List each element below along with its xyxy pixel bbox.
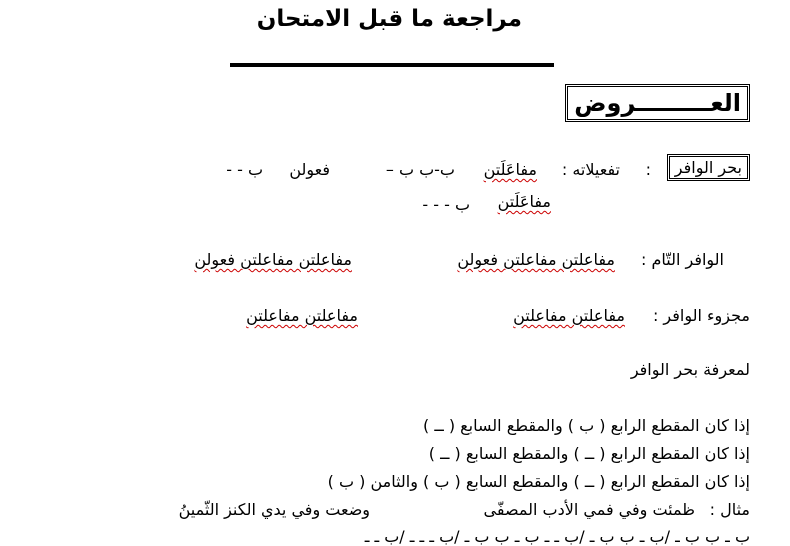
example-label: مثال : xyxy=(709,500,750,519)
section-title-box: العـــــــــروض xyxy=(565,84,750,122)
majzoo-part1: مفاعلتن مفاعلتن xyxy=(513,306,625,325)
tam-part2: مفاعلتن مفاعلتن فعولن xyxy=(194,250,352,269)
example-hemistich-2: وضعت وفي يدي الكنز الثّمينُ xyxy=(178,500,370,519)
tafeelat-label: تفعيلاته : xyxy=(561,160,620,179)
rules-heading: لمعرفة بحر الوافر xyxy=(630,360,750,379)
title-underline xyxy=(230,63,554,67)
pattern-mufaalatun-2: ب - - - xyxy=(422,195,470,214)
rule-line-3: إذا كان المقطع الرابع ( ــ ) والمقطع السابع ( ب ) والثامن ( ب ) xyxy=(327,472,750,491)
example-scansion: ب ـ ب ب ـ /ب ـ ب ب ـ /ب ـ ـ ب ـ ب ب ـ /ب ـ ـ ـ /ب ـ ـ xyxy=(364,527,750,546)
tam-label: الوافر التّام : xyxy=(641,250,724,269)
majzoo-part2: مفاعلتن مفاعلتن xyxy=(246,306,358,325)
tafeela-mufaalatun-2: مفاعَلَتن xyxy=(497,192,551,211)
pattern-faulun: ب - - xyxy=(226,160,263,179)
majzoo-label: مجزوء الوافر : xyxy=(652,306,750,325)
rule-line-1: إذا كان المقطع الرابع ( ب ) والمقطع السابع ( ــ ) xyxy=(423,416,750,435)
tam-part1: مفاعلتن مفاعلتن فعولن xyxy=(457,250,615,269)
page-title: مراجعة ما قبل الامتحان xyxy=(256,6,522,32)
tafeela-faulun: فعولن xyxy=(289,160,330,179)
bahr-label-box: بحر الوافر xyxy=(667,154,750,181)
example-hemistich-1: ظمئت وفي فمي الأدب المصفّى xyxy=(483,500,695,519)
colon-sep: : xyxy=(645,160,651,179)
rule-line-2: إذا كان المقطع الرابع ( ــ ) والمقطع السابع ( ــ ) xyxy=(428,444,750,463)
tafeela-mufaalatun: مفاعَلَتن xyxy=(483,160,537,179)
pattern-mufaalatun: ب-ب ب – xyxy=(385,160,455,179)
